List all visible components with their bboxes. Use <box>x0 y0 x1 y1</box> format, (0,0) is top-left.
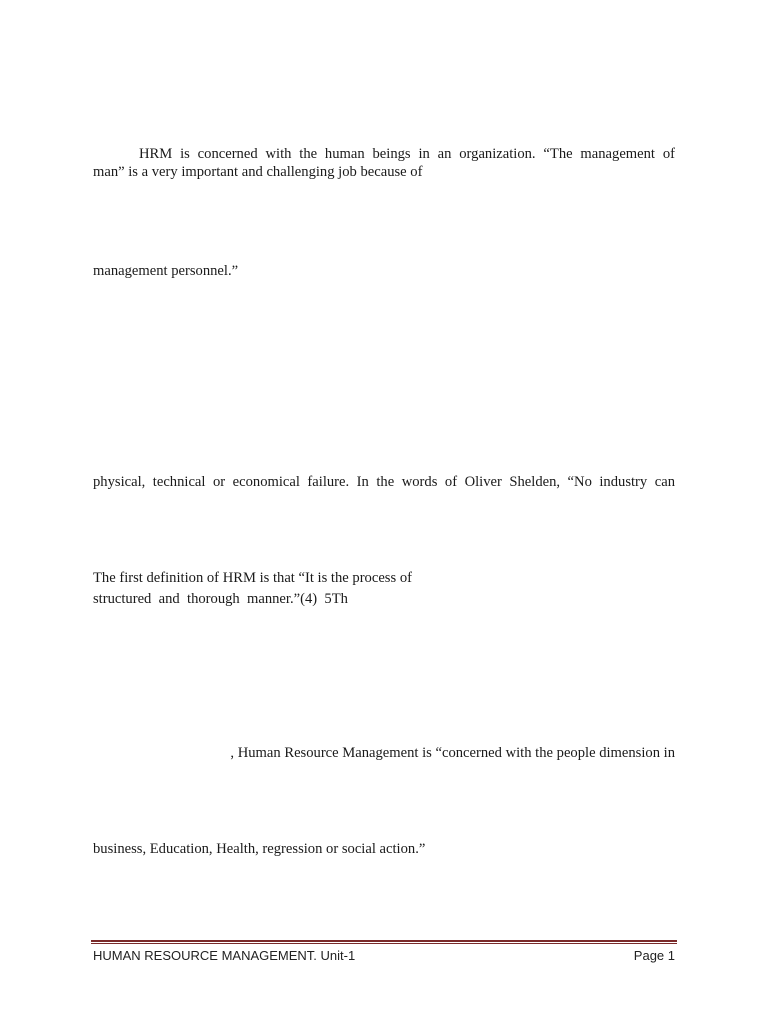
footer-rule-bottom <box>91 943 677 944</box>
footer-title: HUMAN RESOURCE MANAGEMENT. Unit-1 <box>93 948 356 963</box>
page-number: Page 1 <box>633 948 675 963</box>
paragraph-line: physical, technical or economical failure. In the words of Oliver Shelden, “No industry can <box>93 474 675 490</box>
paragraph-line: HRM is concerned with the human beings in an organization. “The management of <box>139 146 675 162</box>
paragraph-line: The first definition of HRM is that “It is the process of <box>93 570 412 586</box>
paragraph-line: management personnel.” <box>93 263 239 279</box>
paragraph-line: man” is a very important and challenging job because of <box>93 164 423 180</box>
footer-rule-top <box>91 940 677 942</box>
paragraph-line: , Human Resource Management is “concerned with the people dimension in <box>230 745 675 761</box>
paragraph-line: structured and thorough manner.”(4) 5Th <box>93 591 348 607</box>
paragraph-line: business, Education, Health, regression or social action.” <box>93 841 426 857</box>
